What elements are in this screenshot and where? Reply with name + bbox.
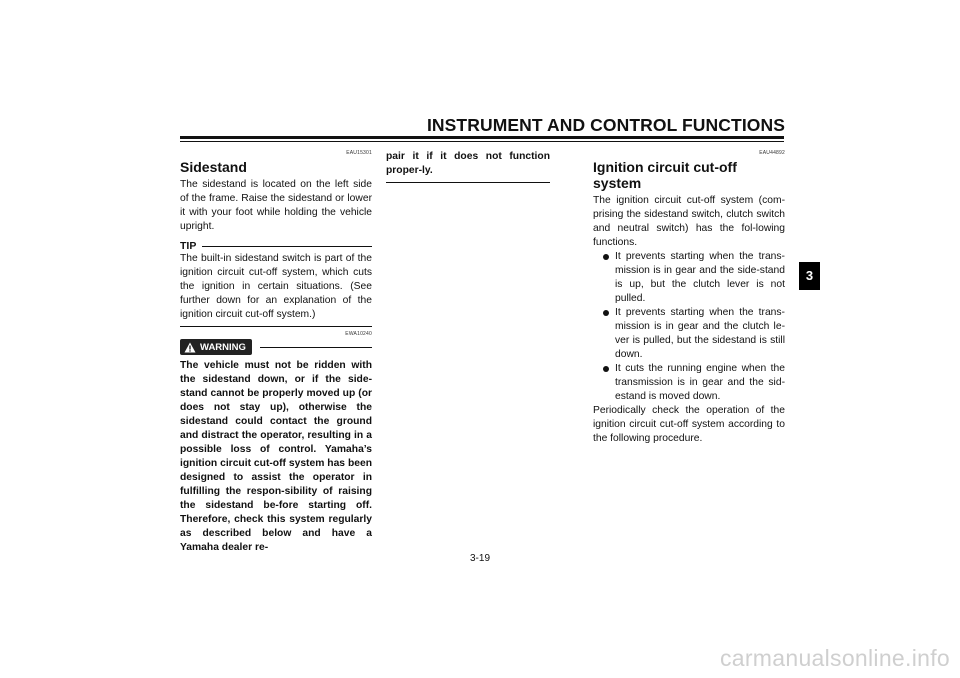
ignition-intro: The ignition circuit cut-off system (com-prising the sidestand switch, clutch switch and neutral switch) has the fol-lowing functions. <box>593 195 785 248</box>
header-rule <box>180 136 784 139</box>
warning-rule <box>260 347 372 348</box>
section-heading-ignition: Ignition circuit cut-off system <box>593 159 737 191</box>
tip-header <box>180 240 372 252</box>
warning-label: WARNING <box>200 341 246 353</box>
header-rule-thin <box>180 141 784 142</box>
list-item: It prevents starting when the trans-mission is in gear and the side-stand is up, but the clutch lever is not pulled. <box>601 250 785 306</box>
column-2 <box>386 150 550 183</box>
tip-end-rule <box>180 326 372 327</box>
bullet-icon <box>603 310 609 316</box>
warning-header <box>180 339 372 355</box>
watermark: carmanualsonline.info <box>719 645 950 671</box>
warning-text-continued: pair it if it does not function proper-ly. <box>386 151 550 176</box>
bullet-icon <box>603 366 609 372</box>
column-1 <box>180 150 372 555</box>
column-3 <box>593 150 785 446</box>
warning-badge <box>180 339 252 355</box>
list-item: It cuts the running engine when the transmission is in gear and the sid-estand is moved down. <box>601 362 785 404</box>
bullet-icon <box>603 254 609 260</box>
section-heading-sidestand: Sidestand <box>180 159 247 175</box>
warning-end-rule <box>386 182 550 183</box>
warning-triangle-icon <box>184 342 196 353</box>
chapter-tab: 3 <box>799 262 820 290</box>
page-header-title: INSTRUMENT AND CONTROL FUNCTIONS <box>426 115 785 135</box>
tip-label: TIP <box>180 240 197 252</box>
ignition-function-list <box>601 250 785 404</box>
tip-text: The built-in sidestand switch is part of the ignition circuit cut-off system, which cuts the ignition in certain situations. (See further down for an explanation of the ignition circuit cut-off system.) <box>180 253 372 320</box>
tip-rule <box>202 246 372 247</box>
warning-text: The vehicle must not be ridden with the sidestand down, or if the side-stand cannot be properly moved up (or does not stay up), otherwise the sidestand could contact the ground and distract the operator, resulting in a possible loss of control. Yamaha’s ignition circuit cut-off system has been designed to assist the operator in fulfilling the respon-sibility of raising the sidestand be-fore starting off. Therefore, check this system regularly as described below and have a Yamaha dealer re- <box>180 360 372 553</box>
sidestand-body: The sidestand is located on the left side of the frame. Raise the sidestand or lower it with your foot while holding the vehicle upright. <box>180 179 372 232</box>
ref-code: EAU15301 <box>346 150 372 156</box>
ref-code: EAU44892 <box>759 150 785 156</box>
page-number: 3-19 <box>469 553 490 564</box>
ignition-closing: Periodically check the operation of the ignition circuit cut-off system according to the following procedure. <box>593 405 785 444</box>
list-item: It prevents starting when the trans-mission is in gear and the clutch le-ver is pulled, but the sidestand is still down. <box>601 306 785 362</box>
warning-ref-code: EWA10240 <box>345 331 372 337</box>
